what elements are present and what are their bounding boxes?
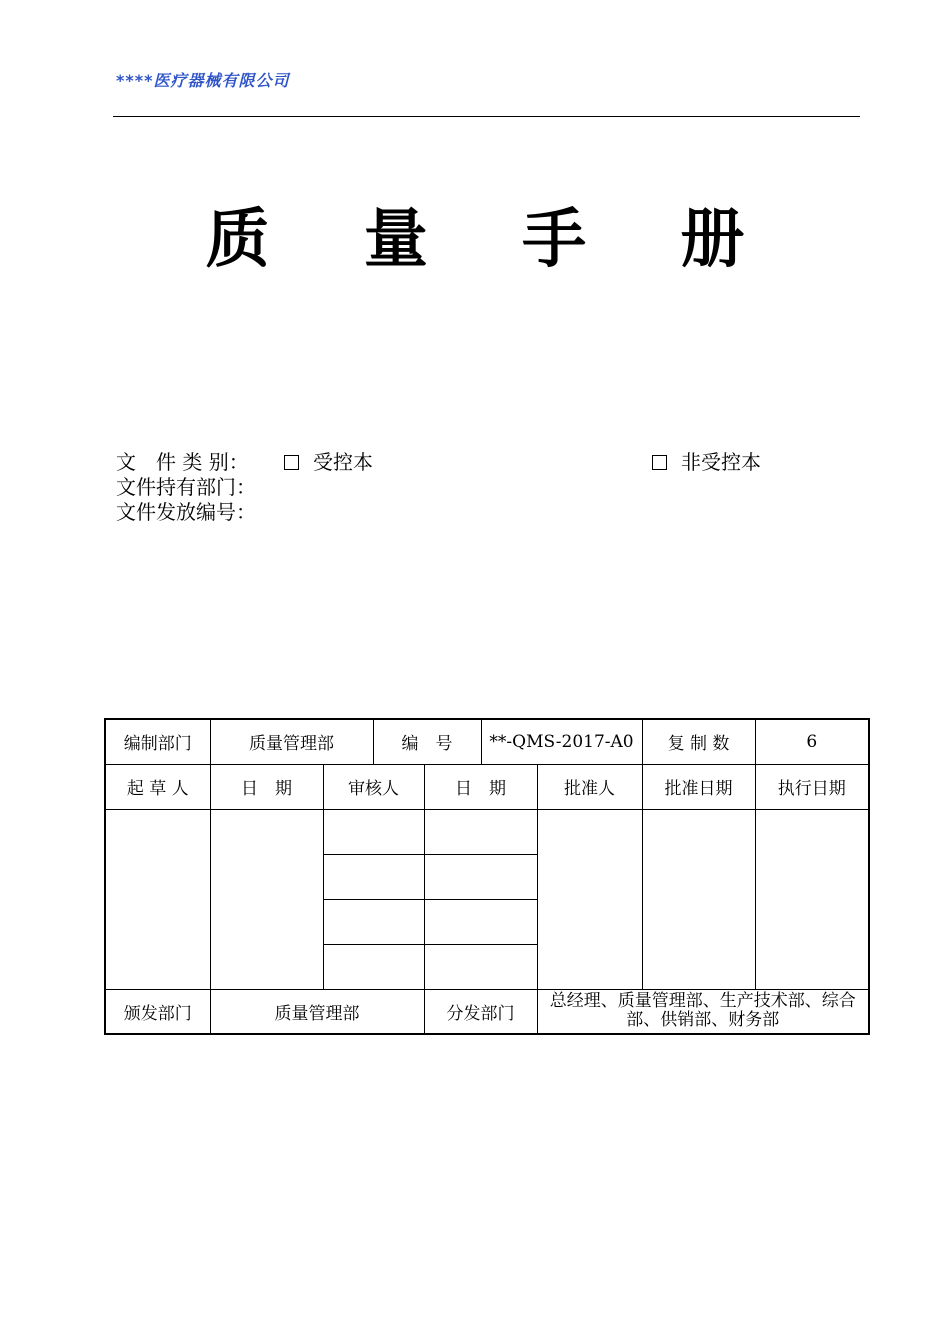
table-row	[105, 764, 869, 809]
controlled-option[interactable]	[284, 450, 373, 475]
dist-dept-label: 分发部门	[424, 989, 537, 1034]
approve-date-header: 批准日期	[642, 764, 755, 809]
table-row	[105, 809, 869, 854]
drafter-cell[interactable]	[105, 809, 210, 989]
dist-dept-value: 总经理、质量管理部、生产技术部、综合部、供销部、财务部	[537, 989, 869, 1034]
reviewer-cell[interactable]	[323, 899, 424, 944]
prep-dept-value: 质量管理部	[210, 719, 373, 764]
uncontrolled-option[interactable]	[652, 450, 761, 475]
file-holder-row	[116, 475, 256, 500]
exec-date-cell[interactable]	[755, 809, 869, 989]
code-label: 编 号	[373, 719, 481, 764]
date-header: 日 期	[424, 764, 537, 809]
reviewer-cell[interactable]	[323, 854, 424, 899]
approval-table	[104, 718, 870, 1035]
uncontrolled-checkbox[interactable]	[652, 455, 667, 470]
reviewer-header: 审核人	[323, 764, 424, 809]
issue-dept-label: 颁发部门	[105, 989, 210, 1034]
uncontrolled-label: 非受控本	[681, 450, 761, 474]
reviewer-cell[interactable]	[323, 944, 424, 989]
header-rule	[113, 116, 860, 117]
file-category-row	[116, 450, 249, 475]
approver-header: 批准人	[537, 764, 642, 809]
issue-dept-value: 质量管理部	[210, 989, 424, 1034]
file-number-row	[116, 500, 256, 525]
reviewer-cell[interactable]	[323, 809, 424, 854]
document-title: 质 量 手 册	[205, 203, 781, 277]
file-category-label: 文 件 类 别：	[116, 450, 249, 474]
table-row	[105, 719, 869, 764]
copies-value: 6	[755, 719, 869, 764]
review-date-cell[interactable]	[424, 944, 537, 989]
review-date-cell[interactable]	[424, 899, 537, 944]
draft-date-cell[interactable]	[210, 809, 323, 989]
review-date-cell[interactable]	[424, 809, 537, 854]
company-name: ****医疗器械有限公司	[116, 71, 290, 90]
date-header: 日 期	[210, 764, 323, 809]
file-holder-label: 文件持有部门：	[116, 475, 256, 499]
copies-label: 复 制 数	[642, 719, 755, 764]
review-date-cell[interactable]	[424, 854, 537, 899]
controlled-label: 受控本	[313, 450, 373, 474]
table-row	[105, 989, 869, 1034]
controlled-checkbox[interactable]	[284, 455, 299, 470]
exec-date-header: 执行日期	[755, 764, 869, 809]
drafter-header: 起 草 人	[105, 764, 210, 809]
approve-date-cell[interactable]	[642, 809, 755, 989]
prep-dept-label: 编制部门	[105, 719, 210, 764]
approver-cell[interactable]	[537, 809, 642, 989]
code-value: **-QMS-2017-A0	[481, 719, 642, 764]
file-number-label: 文件发放编号：	[116, 500, 256, 524]
